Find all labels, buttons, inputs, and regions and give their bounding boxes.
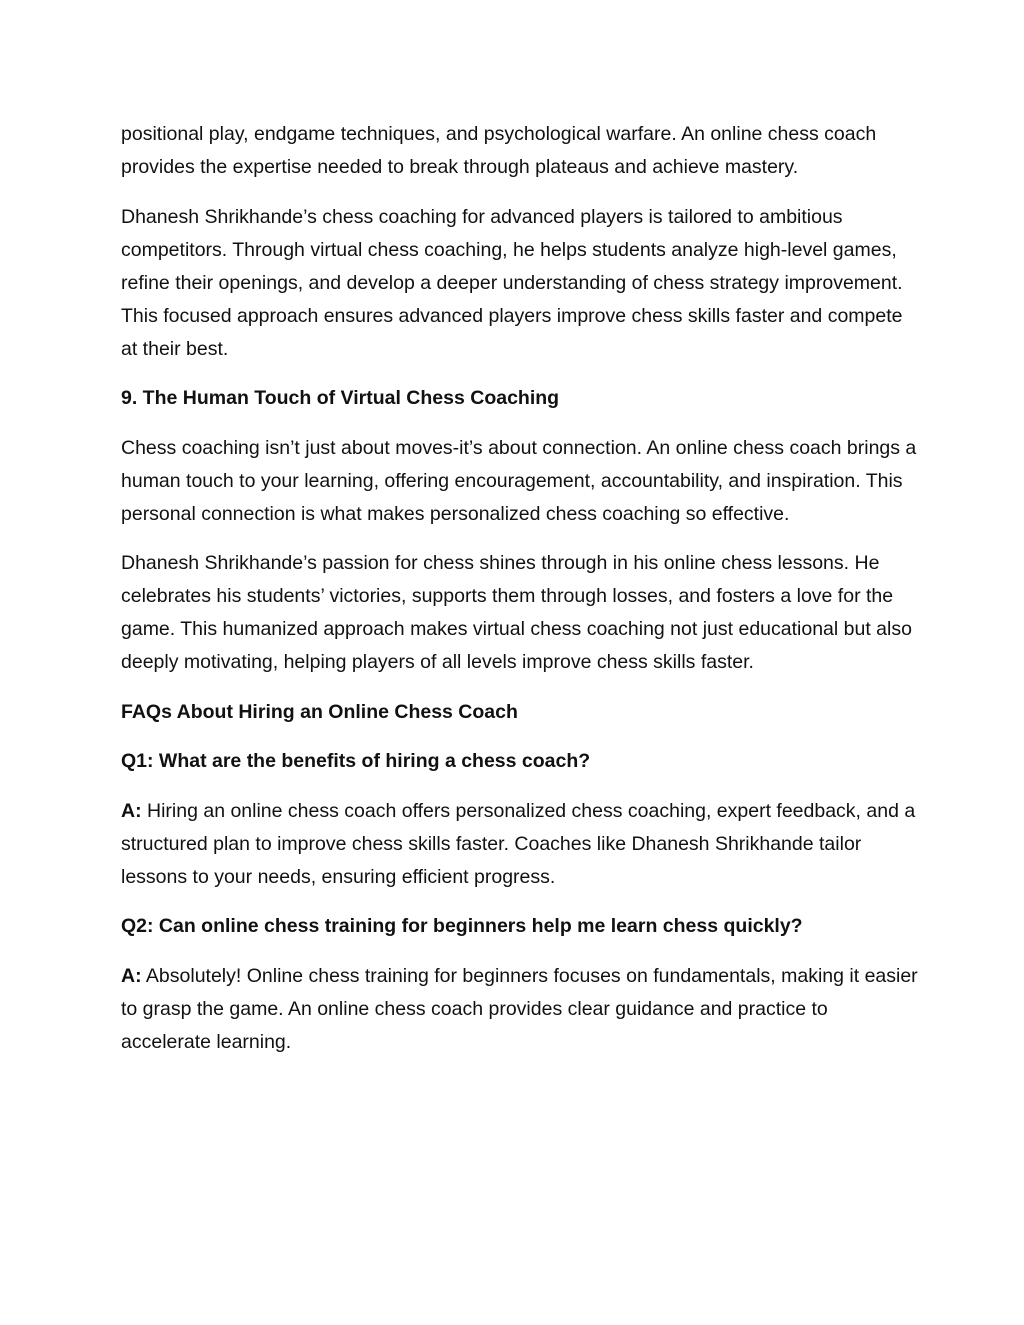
faq-answer-text: Absolutely! Online chess training for beginners focuses on fundamentals, making it easier to grasp the game. An online chess coach provides clear guidance and practice to accelerate learning. <box>121 964 918 1053</box>
paragraph-advanced-coaching: Dhanesh Shrikhande’s chess coaching for advanced players is tailored to ambitious competitors. Through virtual chess coaching, he helps students analyze high-level games, refine their openings, and develop a deeper understanding of chess strategy improvement. This focused approach ensures advanced players improve chess skills faster and compete at their best. <box>121 205 903 360</box>
document-page <box>121 118 921 1075</box>
faq-question-1: Q1: What are the benefits of hiring a chess coach? <box>121 750 591 772</box>
faq-heading: FAQs About Hiring an Online Chess Coach <box>121 700 518 723</box>
faq-answer-label: A: <box>121 799 142 822</box>
faq-answer-label: A: <box>121 964 142 987</box>
faq-question-2: Q2: Can online chess training for beginners help me learn chess quickly? <box>121 915 803 937</box>
paragraph-advanced-intro: positional play, endgame techniques, and psychological warfare. An online chess coach provides the expertise needed to break through plateaus and achieve mastery. <box>121 123 877 178</box>
faq-answer-text: Hiring an online chess coach offers personalized chess coaching, expert feedback, and a structured plan to improve chess skills faster. Coaches like Dhanesh Shrikhande tailor lessons to your needs, ensuring efficient progress. <box>121 799 916 888</box>
paragraph-passion: Dhanesh Shrikhande’s passion for chess shines through in his online chess lessons. He celebrates his students’ victories, supports them through losses, and fosters a love for the game. This humanized approach makes virtual chess coaching not just educational but also deeply motivating, helping players of all levels improve chess skills faster. <box>121 552 912 673</box>
faq-answer-2 <box>121 960 921 1059</box>
section-heading-human-touch: 9. The Human Touch of Virtual Chess Coaching <box>121 387 560 409</box>
faq-answer-1 <box>121 795 921 894</box>
paragraph-human-touch: Chess coaching isn’t just about moves-it’s about connection. An online chess coach brings a human touch to your learning, offering encouragement, accountability, and inspiration. This personal connection is what makes personalized chess coaching so effective. <box>121 436 917 525</box>
